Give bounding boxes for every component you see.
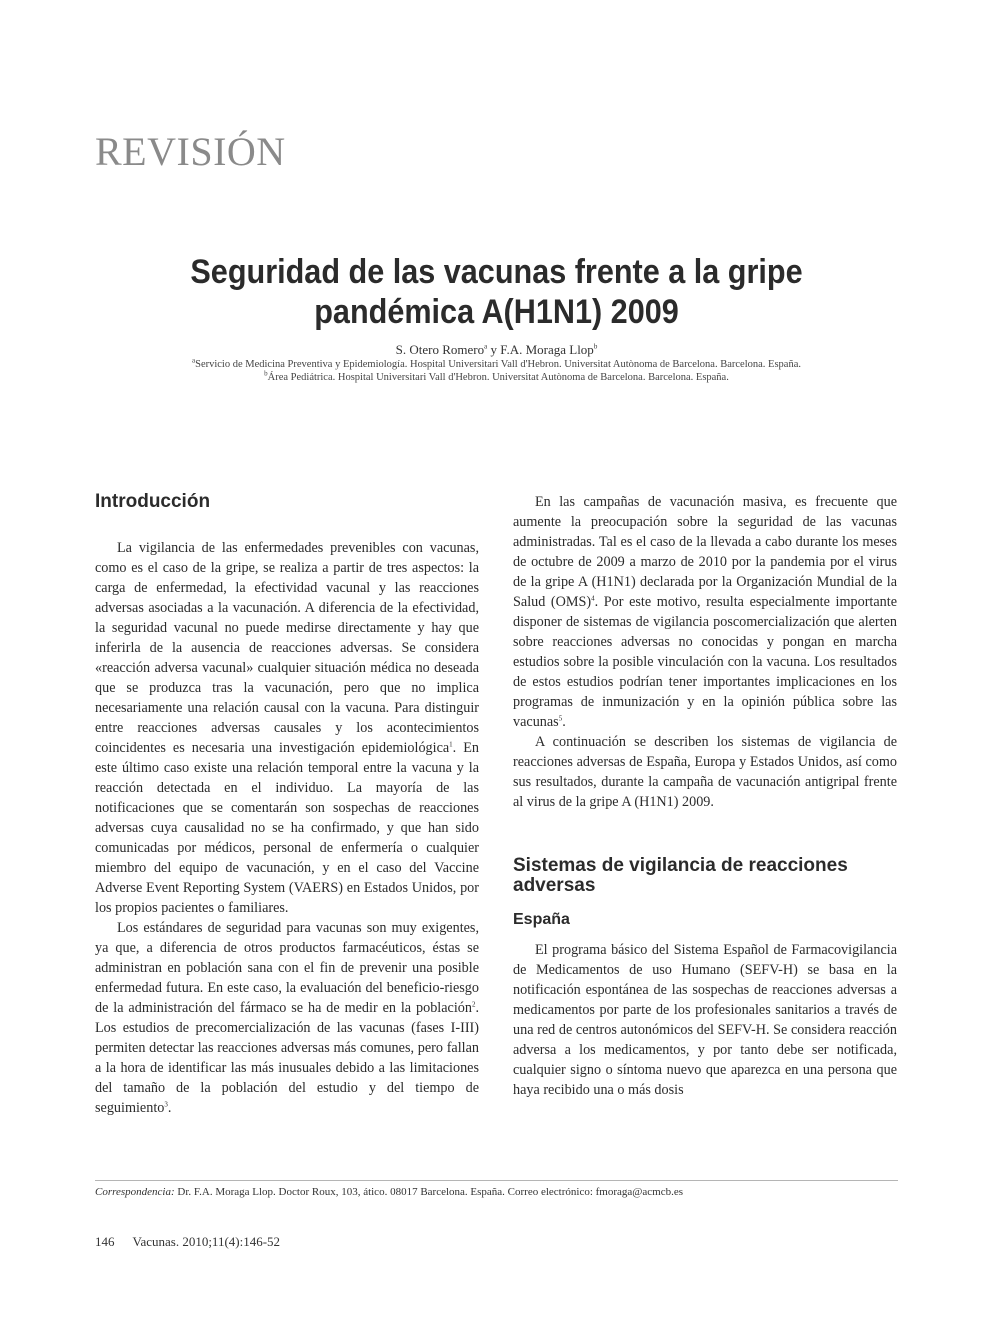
paragraph — [513, 492, 897, 732]
paragraph-text: . — [562, 714, 566, 730]
correspondence-text: Dr. F.A. Moraga Llop. Doctor Roux, 103, ático. 08017 Barcelona. España. Correo electrónico: fmoraga@acmcb.es — [174, 1186, 684, 1198]
article-title-line-2: pandémica A(H1N1) 2009 — [314, 293, 679, 331]
citation-ref[interactable]: 3 — [164, 1100, 168, 1109]
article-header — [95, 252, 898, 384]
section-label: REVISIÓN — [95, 129, 286, 174]
paragraph-text: . — [167, 1100, 172, 1116]
paragraph: El programa básico del Sistema Español de Farmacovigilancia de Medicamentos de uso Humano (SEFV-H) se basa en la notificación espontánea de las sospechas de reacciones adversas a medicamentos por parte de los profesionales sanitarios a través de una red de centros autonómicos del SEFV-H. Se considera reacción adversa a los medicamentos, y por tanto debe ser notificada, cualquier signo o síntoma nuevo que aparezca en una persona que haya recibido una o más dosis — [513, 942, 897, 1098]
subsection-heading-espana: España — [513, 911, 570, 928]
author-name: F.A. Moraga Llop — [500, 342, 594, 357]
correspondence-note — [95, 1186, 683, 1198]
journal-citation: Vacunas. 2010;11(4):146-52 — [132, 1234, 281, 1249]
paragraph-text: En las campañas de vacunación masiva, es frecuente que aumente la preocupación sobre la seguridad de las vacunas administradas. Tal es el caso de la llevada a cabo durante los meses de octubre de 2009 a marzo de 2010 por la pandemia por el virus de la gripe A (H1N1) declarada por la Organización Mundial de la Salud (OMS) — [513, 494, 897, 610]
affiliation-text: Servicio de Medicina Preventiva y Epidemiología. Hospital Universitari Vall d'Hebron. Universitat Autònoma de Barcelona. Barcelona. España. — [195, 359, 801, 370]
paragraph-text: . Por este motivo, resulta especialmente importante disponer de sistemas de vigilancia poscomercialización que alerten sobre reacciones adversas no conocidas y pongan en marcha estudios sobre la posible vinculación con la vacuna. Los resultados de estos estudios podrían tener importantes implicaciones en los programas de inmunización y en la opinión pública sobre las vacunas — [513, 594, 897, 730]
affiliation — [95, 358, 898, 371]
citation-ref[interactable]: 5 — [558, 714, 563, 723]
paragraph: A continuación se describen los sistemas de vigilancia de reacciones adversas de España, Europa y Estados Unidos, así como sus resultados, durante la campaña de vacunación antigripal frente al virus de la gripe A (H1N1) 2009. — [513, 734, 897, 810]
column-left — [95, 492, 479, 1118]
page-footer — [95, 1234, 280, 1250]
page-number: 146 — [95, 1234, 115, 1249]
paragraph — [95, 918, 479, 1118]
paragraph-text: . En este último caso existe una relación temporal entre la vacuna y la reacción detectada en el individuo. La mayoría de las notificaciones que se comentarán son sospechas de reacciones adversas cuya causalidad no se ha confirmado, y que han sido comunicadas por médicos, personal de enfermería o cualquier miembro del equipo de vacunación, y en el caso del Vaccine Adverse Event Reporting System (VAERS) en Estados Unidos, por los propios pacientes o familiares. — [95, 740, 479, 916]
section-heading-introduccion: Introducción — [95, 491, 211, 512]
paragraph — [95, 538, 479, 918]
author-affil-mark: b — [593, 342, 598, 351]
citation-ref[interactable]: 4 — [591, 594, 595, 603]
column-right — [513, 492, 897, 1100]
correspondence-label: Correspondencia: — [95, 1186, 175, 1198]
author-separator: y — [487, 342, 501, 357]
section-heading-sistemas: Sistemas de vigilancia de reacciones adversas — [513, 855, 848, 896]
author-name: S. Otero Romero — [395, 342, 485, 357]
paragraph-text: Los estándares de seguridad para vacunas son muy exigentes, ya que, a diferencia de otros productos farmacéuticos, éstas se administran en población sana con el fin de prevenir una posible enfermedad futura. En este caso, la evaluación del beneficio-riesgo de la administración del fármaco se ha de medir en la población — [95, 920, 479, 1016]
paragraph-text: . Los estudios de precomercialización de las vacunas (fases I-III) permiten detectar las reacciones adversas más comunes, pero fallan a la hora de identificar las más inusuales debido a las limitaciones del tamaño de la población del estudio y del tiempo de seguimiento — [95, 1000, 479, 1116]
author-affil-mark: a — [484, 342, 488, 351]
footnote-divider — [95, 1180, 898, 1181]
paragraph-text: La vigilancia de las enfermedades prevenibles con vacunas, como es el caso de la gripe, se realiza a partir de tres aspectos: la carga de enfermedad, la efectividad vacunal y las reacciones adversas asociadas a la vacunación. A diferencia de la efectividad, la seguridad vacunal no puede medirse directamente y hay que inferirla de la ausencia de reacciones adversas. Se considera «reacción adversa vacunal» cualquier situación médica no deseada que se produzca tras la vacunación, pero que no implica necesariamente una relación causal con la vacuna. Para distinguir entre reacciones adversas causales y los acontecimientos coincidentes es necesaria una investigación epidemiológica — [95, 540, 479, 756]
article-title-line-1: Seguridad de las vacunas frente a la gripe — [190, 253, 803, 291]
affiliation — [95, 371, 898, 384]
affiliation-mark: a — [192, 356, 196, 365]
author-list — [95, 342, 898, 358]
citation-ref[interactable]: 2 — [471, 1000, 476, 1009]
affiliation-mark: b — [264, 369, 268, 378]
affiliation-text: Área Pediátrica. Hospital Universitari Vall d'Hebron. Universitat Autònoma de Barcelona. Barcelona. España. — [267, 372, 729, 383]
citation-ref[interactable]: 1 — [449, 740, 453, 749]
